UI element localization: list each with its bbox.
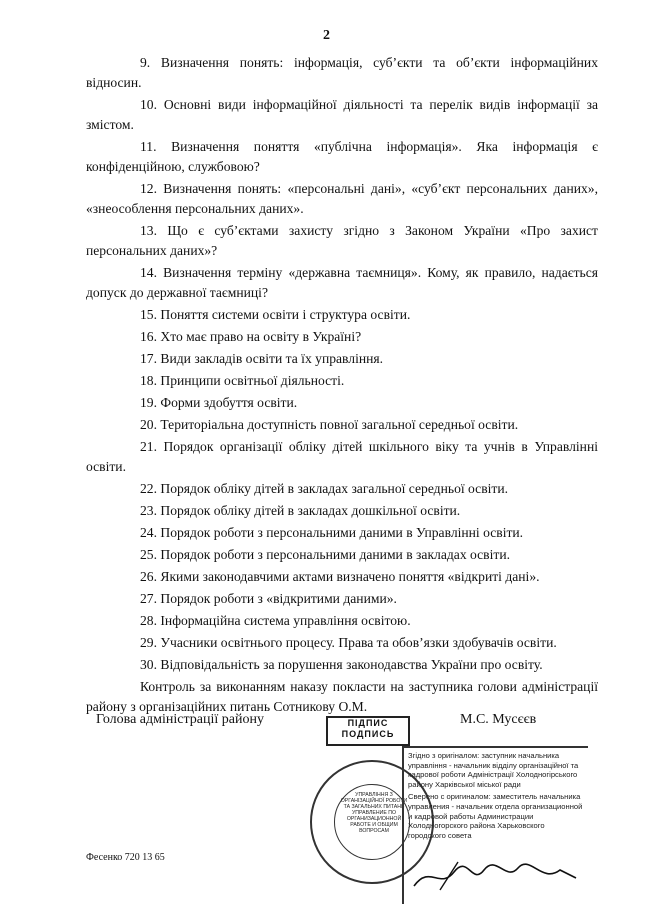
question-list	[86, 53, 598, 731]
list-item: 19. Форми здобуття освіти.	[140, 395, 298, 410]
list-item: 14. Визначення терміну «державна таємниця». Кому, як правило, надається допуск до державної таємниці?	[86, 265, 598, 300]
list-item: 28. Інформаційна система управління освітою.	[140, 613, 411, 628]
footer-contact: Фесенко 720 13 65	[86, 852, 165, 863]
list-item: 9. Визначення понять: інформація, суб’єкти та об’єкти інформаційних відносин.	[86, 55, 598, 90]
signatory-title: Голова адміністрації району	[96, 712, 264, 727]
closing-paragraph: Контроль за виконанням наказу покласти на заступника голови адміністрації району з організаційних питань Сотникову О.М.	[86, 679, 598, 714]
certification-stamp	[402, 746, 588, 904]
signature-stamp	[326, 716, 410, 746]
list-item: 26. Якими законодавчими актами визначено поняття «відкриті дані».	[140, 569, 540, 584]
list-item: 27. Порядок роботи з «відкритими даними».	[140, 591, 397, 606]
seal-text: УПРАВЛІННЯ З ОРГАНІЗАЦІЙНОЇ РОБОТИ ТА ЗАГАЛЬНИХ ПИТАНЬ УПРАВЛЕНИЕ ПО ОРГАНИЗАЦИОННОЙ РАБОТЕ И ОБЩИМ ВОПРОСАМ	[340, 792, 408, 834]
list-item: 30. Відповідальність за порушення законодавства України про освіту.	[140, 657, 543, 672]
stamp-line-ru: ПОДПИСЬ	[341, 729, 395, 739]
list-item: 25. Порядок роботи з персональними даними в закладах освіти.	[140, 547, 510, 562]
certification-text-ru: Сверено с оригиналом: заместитель начальника управления - начальник отдела организационной и кадровой работы Администрации Холодногорского района Харьковского городского совета	[408, 792, 583, 840]
certification-text-ua: Згідно з оригіналом: заступник начальника управління - начальник відділу організаційної та кадрової роботи Адміністрації Холодногірського району Харківської міської ради	[408, 751, 579, 789]
list-item: 12. Визначення понять: «персональні дані», «суб’єкт персональних даних», «знеособлення персональних даних».	[86, 181, 598, 216]
list-item: 16. Хто має право на освіту в Україні?	[140, 329, 362, 344]
list-item: 18. Принципи освітньої діяльності.	[140, 373, 345, 388]
stamp-line-ua: ПІДПИС	[347, 718, 389, 728]
list-item: 17. Види закладів освіти та їх управління.	[140, 351, 384, 366]
list-item: 23. Порядок обліку дітей в закладах дошкільної освіти.	[140, 503, 461, 518]
list-item: 13. Що є суб’єктами захисту згідно з Законом України «Про захист персональних даних»?	[86, 223, 598, 258]
list-item: 20. Територіальна доступність повної загальної середньої освіти.	[140, 417, 519, 432]
signatory-name: М.С. Мусєєв	[460, 712, 537, 727]
list-item: 10. Основні види інформаційної діяльності та перелік видів інформації за змістом.	[86, 97, 598, 132]
handwritten-signature	[410, 856, 580, 896]
list-item: 29. Учасники освітнього процесу. Права та обов’язки здобувачів освіти.	[140, 635, 557, 650]
list-item: 15. Поняття системи освіти і структура освіти.	[140, 307, 411, 322]
list-item: 24. Порядок роботи з персональними даними в Управлінні освіти.	[140, 525, 524, 540]
list-item: 11. Визначення поняття «публічна інформація». Яка інформація є конфіденційною, службовою?	[86, 139, 598, 174]
list-item: 21. Порядок організації обліку дітей шкільного віку та учнів в Управлінні освіти.	[86, 439, 598, 474]
list-item: 22. Порядок обліку дітей в закладах загальної середньої освіти.	[140, 481, 509, 496]
page-number: 2	[323, 28, 330, 43]
